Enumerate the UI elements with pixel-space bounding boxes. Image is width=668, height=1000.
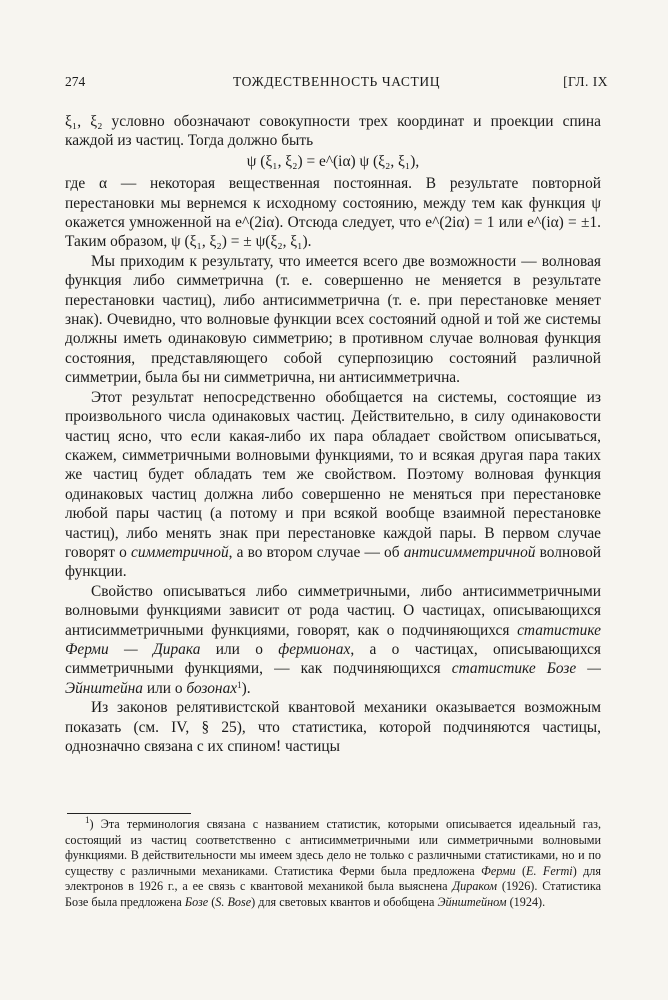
paragraph-6: Из законов релятивистской квантовой механики оказывается возможным показать (см. IV, § 25), что статистика, которой подчиняются частицы, однозначно связана с их спином! частицы bbox=[65, 699, 601, 755]
fn-bose: Бозе bbox=[184, 894, 209, 909]
fn-fermi-latin: E. Fermi bbox=[526, 863, 573, 878]
footnote-marker: 1 bbox=[85, 815, 90, 825]
paragraph-4 bbox=[65, 388, 601, 582]
paragraph-5 bbox=[65, 582, 601, 698]
footnote-divider bbox=[67, 813, 191, 814]
paragraph-3: Мы приходим к результату, что имеется всего две возможности — волновая функция либо симметрична (т. е. совершенно не меняется в результате перестановки частиц), либо антисимметрична (т. е. при перестановке меняет знак). Очевидно, что волновые функции всех состояний одной и той же системы должны иметь одинаковую симметрию; в противном случае волновая функция состояния, представляющего собой суперпозицию состояний различной симметрии, была бы ни симметрична, ни антисимметрична. bbox=[65, 252, 601, 387]
chapter-label: [ГЛ. IX bbox=[563, 74, 608, 89]
fn-fermi: Ферми bbox=[481, 863, 516, 878]
footnote bbox=[65, 817, 601, 910]
footnote-ref: 1 bbox=[237, 679, 242, 690]
fn-text-b: ( bbox=[515, 863, 527, 878]
formula-symmetry: ψ (ξ₁, ξ₂) = e^(iα) ψ (ξ₂, ξ₁), bbox=[246, 152, 420, 170]
fn-einstein: Эйнштейном bbox=[437, 894, 507, 909]
term-antisymmetric: антисимметричной bbox=[403, 543, 536, 561]
p5-text-c: , а о частицах, описывающихся симметричными функциями, — как подчиняющихся bbox=[65, 640, 601, 678]
fn-text-d: (1926). Статистика Бозе была предложена bbox=[65, 879, 601, 909]
p5-text-a: Свойство описываться либо симметричными, либо антисимметричными волновыми функциями зависит от рода частиц. О частицах, описывающихся антисимметричными функциями, говорят, как о подчиняющихся bbox=[65, 582, 601, 639]
term-symmetric: симметричной bbox=[130, 543, 229, 561]
main-text bbox=[65, 112, 601, 756]
fn-text-a: ) Эта терминология связана с названием статистик, которыми описывается идеальный газ, состоящий из частиц соответственно с антисимметричными или симметричными волновыми функциями. В действительности мы имеем здесь дело не только с различными статистиками, но и по существу с различными механиками. Статистика Ферми была предложена bbox=[65, 817, 601, 878]
p4-text-c: волновой функции. bbox=[65, 543, 602, 581]
fn-text-g: (1924). bbox=[506, 894, 546, 909]
term-bosons: бозонах bbox=[186, 679, 238, 697]
page-header bbox=[65, 74, 608, 92]
p5-text-b: или о bbox=[200, 640, 279, 658]
footnote-text bbox=[65, 817, 601, 910]
p4-text-b: , а во втором случае — об bbox=[228, 543, 404, 561]
p5-text-e: ). bbox=[241, 679, 251, 697]
fn-bose-latin: S. Bose bbox=[215, 894, 252, 909]
page-number: 274 bbox=[65, 74, 86, 89]
fn-dirac: Дираком bbox=[452, 879, 498, 893]
term-bose-einstein: статистике Бозе — Эйнштейна bbox=[65, 660, 601, 697]
fn-text-c: ) для электронов в 1926 г., а ее связь с квантовой механикой была выяснена bbox=[65, 863, 601, 893]
p4-text-a: Этот результат непосредственно обобщается на системы, состоящие из произвольного числа одинаковых частиц. Действительно, в силу одинаковости частиц ясно, что если какая-либо их пара обладает свойством описываться, скажем, симметричными волновыми функциями, то и всякая другая пара таких же частиц будет обладать тем же свойством. Поэтому волновая функция одинаковых частиц должна либо совершенно не меняться при перестановке любой пары частиц (а потому и при всякой вообще взаимной перестановке частиц), либо менять знак при перестановке каждой пары. В первом случае говорят о bbox=[65, 388, 601, 561]
paragraph-2: где α — некоторая вещественная постоянная. В результате повторной перестановки мы вернемся к исходному состоянию, между тем как функция ψ окажется умноженной на e^(2iα). Отсюда следует, что e^(2iα) = 1 или e^(iα) = ±1. Таким образом, ψ (ξ₁, ξ₂) = ± ψ(ξ₂, ξ₁). bbox=[65, 175, 601, 251]
term-fermi-dirac: статистике Ферми — Дирака bbox=[65, 621, 601, 658]
p5-text-d: или о bbox=[143, 679, 187, 697]
term-fermions: фермионах bbox=[278, 640, 351, 658]
fn-text-f: ) для световых квантов и обобщена bbox=[251, 894, 438, 909]
fn-text-e: ( bbox=[208, 894, 216, 909]
paragraph-1: ξ₁, ξ₂ условно обозначают совокупности трех координат и проекции спина каждой из частиц. Тогда должно быть bbox=[65, 113, 601, 150]
running-title: ТОЖДЕСТВЕННОСТЬ ЧАСТИЦ bbox=[232, 74, 441, 89]
